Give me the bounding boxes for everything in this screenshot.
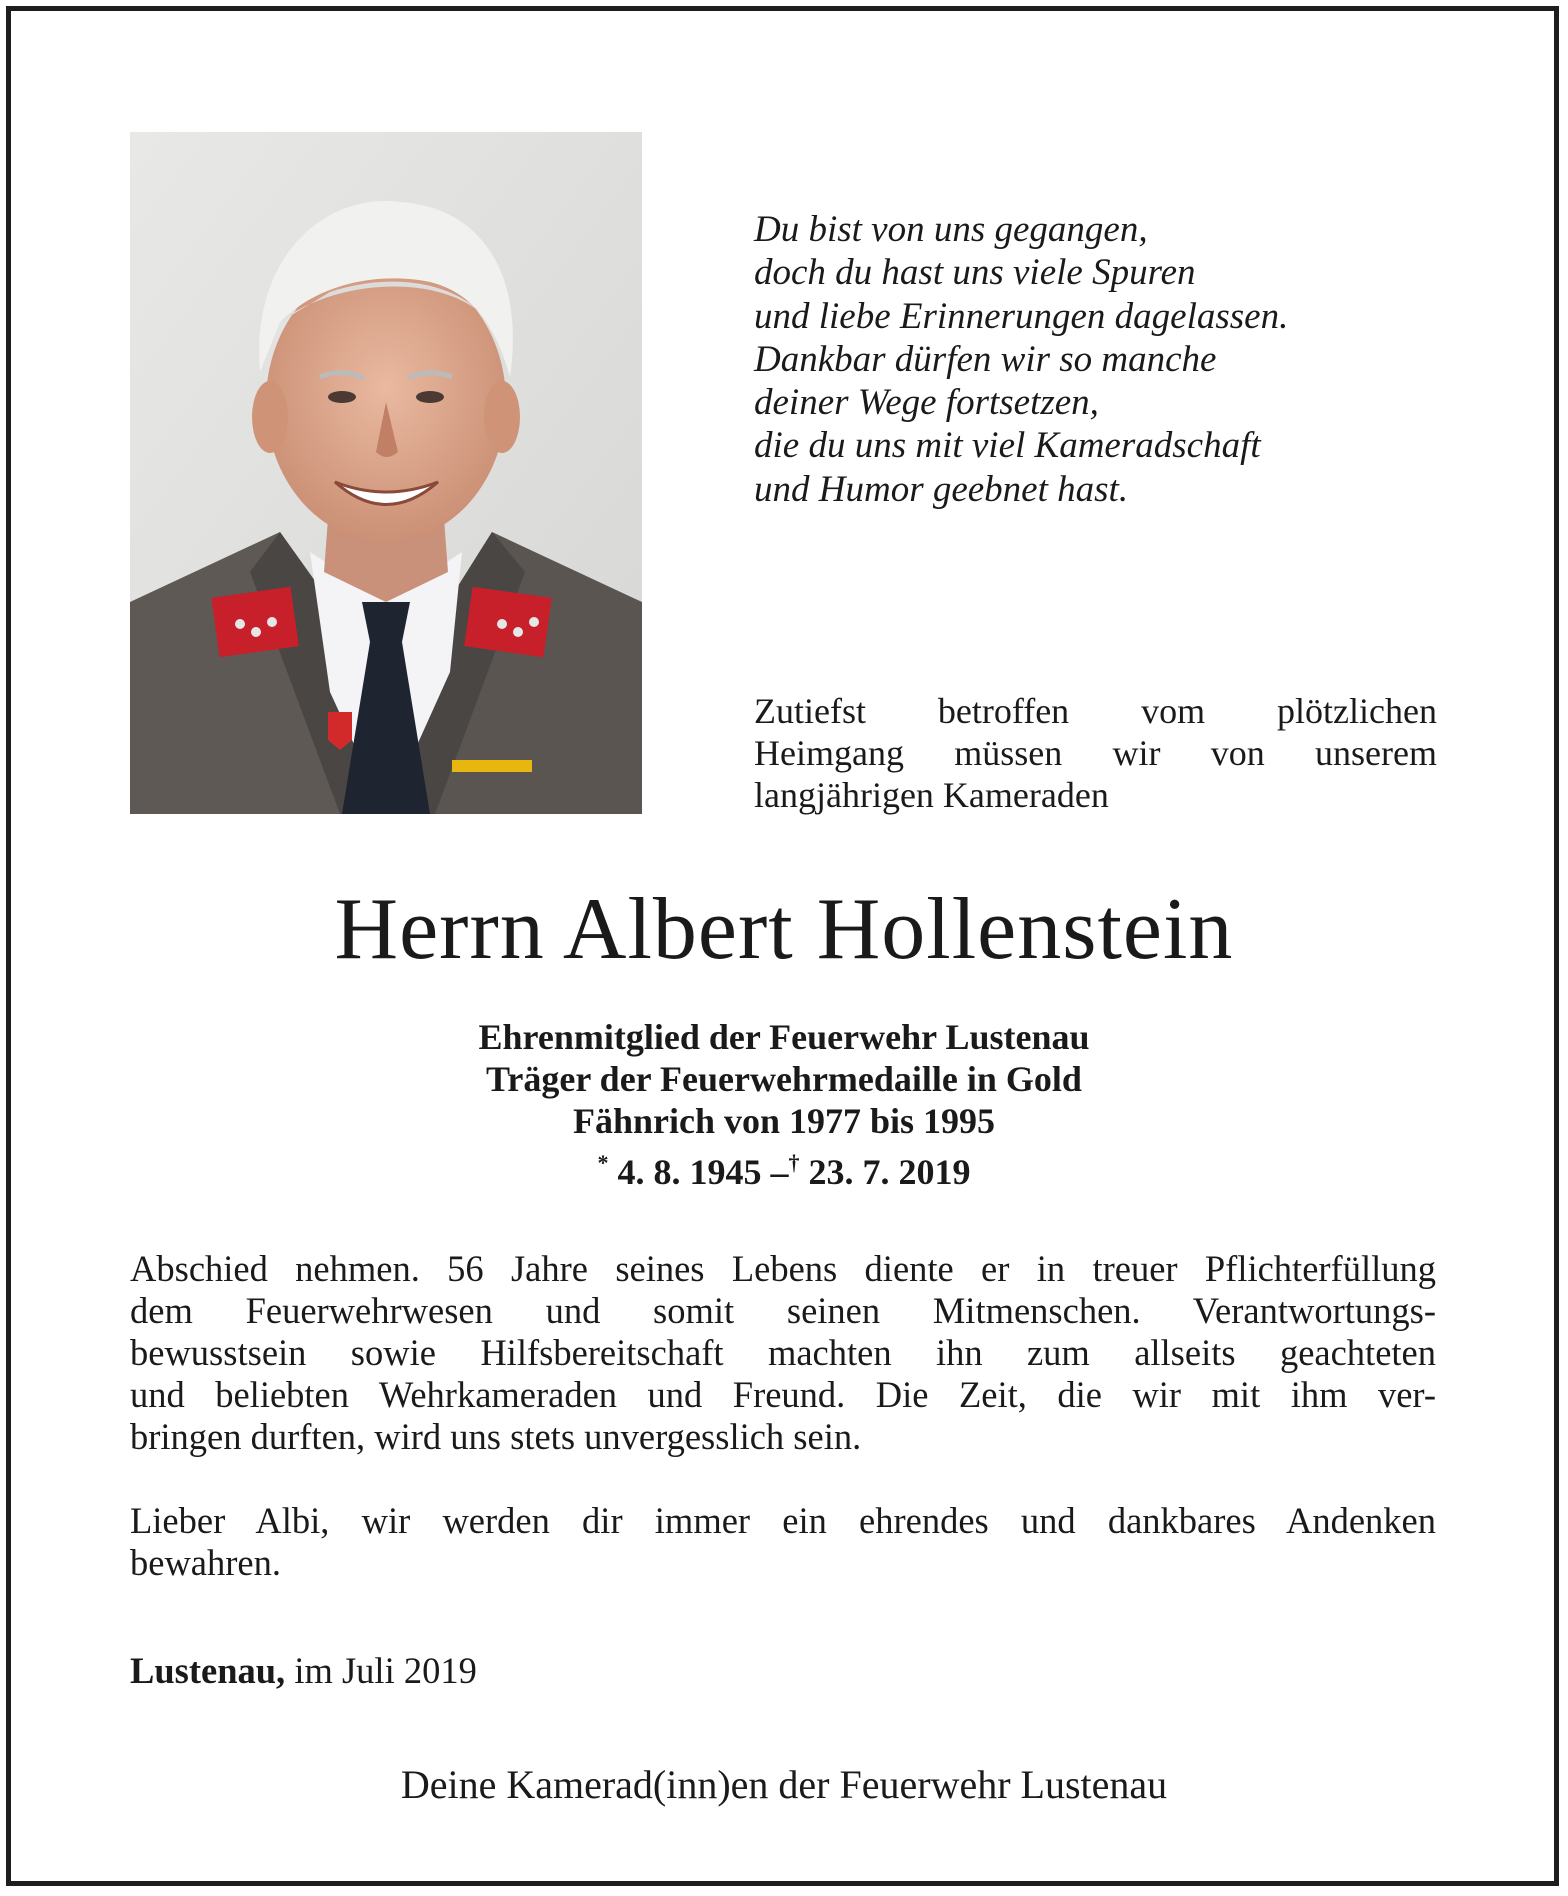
- paragraph-line: bewahren.: [130, 1542, 281, 1583]
- death-symbol: †: [788, 1150, 800, 1175]
- birth-symbol: *: [597, 1150, 609, 1175]
- poem-line: doch du hast uns viele Spuren: [754, 252, 1196, 294]
- paragraph-line: bewusstsein sowie Hilfsbereitschaft machten ihn zum allseits geachteten: [130, 1332, 1436, 1373]
- paragraph-line: und beliebten Wehrkameraden und Freund. Die Zeit, die wir mit ihm ver-: [130, 1374, 1436, 1415]
- poem-line: die du uns mit viel Kameradschaft: [754, 425, 1261, 467]
- honors-block: [0, 1016, 1568, 1193]
- paragraph-line: Lieber Albi, wir werden dir immer ein ehrendes und dankbares Andenken: [130, 1500, 1436, 1541]
- portrait-photo: [130, 132, 642, 814]
- life-dates: [0, 1142, 1568, 1193]
- intro-line: langjährigen Kameraden: [754, 775, 1109, 815]
- farewell-paragraph: [130, 1500, 1436, 1584]
- poem-line: Dankbar dürfen wir so manche: [754, 338, 1217, 380]
- poem-line: und Humor geebnet hast.: [754, 468, 1129, 510]
- portrait-icon: [130, 132, 642, 814]
- paragraph-line: Abschied nehmen. 56 Jahre seines Lebens diente er in treuer Pflichterfüllung: [130, 1248, 1436, 1289]
- intro-paragraph: [754, 690, 1437, 816]
- honor-line: Träger der Feuerwehrmedaille in Gold: [486, 1059, 1082, 1099]
- honor-line: Fähnrich von 1977 bis 1995: [572, 1101, 996, 1141]
- poem-line: deiner Wege fortsetzen,: [754, 382, 1099, 424]
- signature: Deine Kamerad(inn)en der Feuerwehr Lustenau: [400, 1762, 1168, 1807]
- intro-line: Heimgang müssen wir von unserem: [754, 733, 1437, 773]
- main-paragraph: [130, 1248, 1436, 1458]
- paragraph-line: dem Feuerwehrwesen und somit seinen Mitmenschen. Verantwortungs-: [130, 1290, 1436, 1331]
- paragraph-line: bringen durften, wird uns stets unvergesslich sein.: [130, 1416, 862, 1457]
- place-date-text: im Juli 2019: [294, 1650, 477, 1691]
- poem-line: Du bist von uns gegangen,: [754, 209, 1148, 250]
- poem-line: und liebe Erinnerungen dagelassen.: [754, 295, 1289, 337]
- place-city: Lustenau,: [130, 1650, 286, 1691]
- honor-line: Ehrenmitglied der Feuerwehr Lustenau: [478, 1017, 1090, 1057]
- intro-line: Zutiefst betroffen vom plötzlichen: [754, 691, 1437, 731]
- birth-date: 4. 8. 1945 –: [617, 1152, 789, 1192]
- place-date: [130, 1650, 477, 1692]
- poem: [754, 208, 1454, 511]
- deceased-name: Herrn Albert Hollenstein: [334, 881, 1234, 978]
- death-date: 23. 7. 2019: [808, 1152, 971, 1192]
